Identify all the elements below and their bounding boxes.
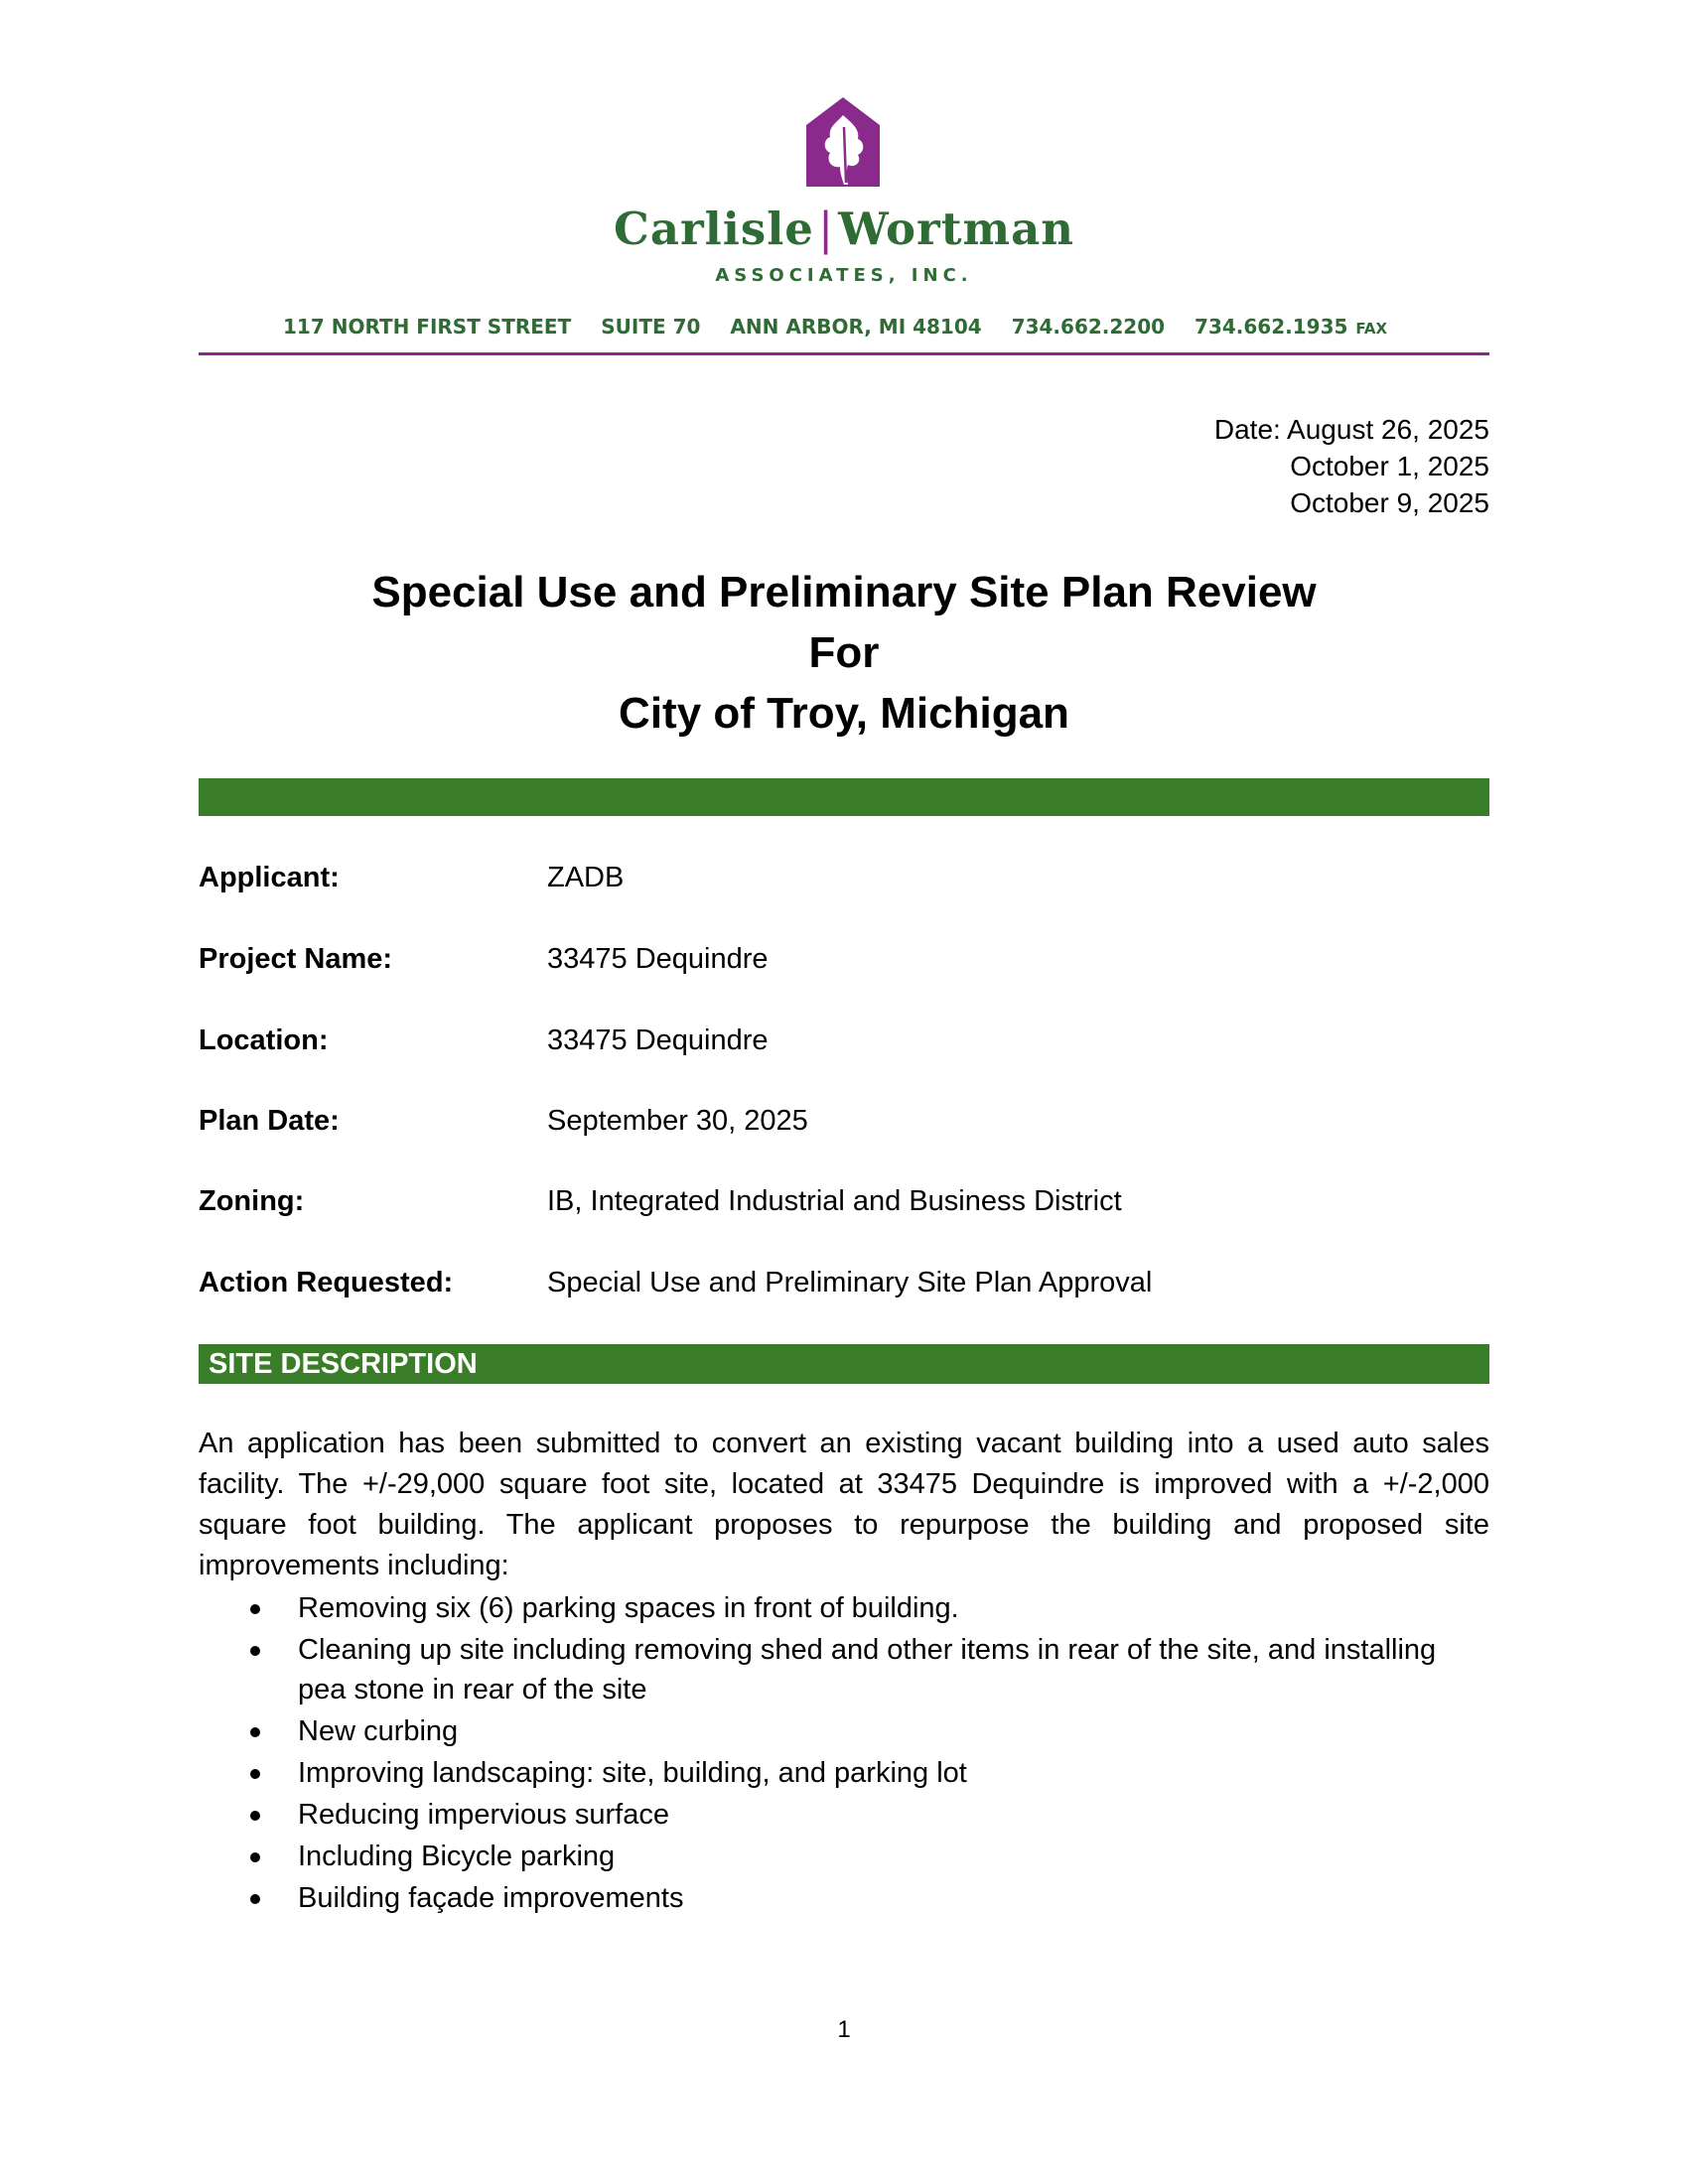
- bullet-icon: [250, 1894, 260, 1904]
- title-divider-bar: [199, 778, 1489, 816]
- list-item: [199, 1837, 1489, 1876]
- address-phone: 734.662.2200: [1011, 315, 1166, 339]
- bullet-icon: [250, 1852, 260, 1862]
- info-value: ZADB: [547, 862, 625, 893]
- info-value: September 30, 2025: [547, 1105, 808, 1137]
- site-description-paragraph: An application has been submitted to convert an existing vacant building into a used auto sales facility. The +/-29,000 square foot site, located at 33475 Dequindre is improved with a +/-2,000 square foot building. The applicant proposes to repurpose the building and proposed site improvements including:: [199, 1428, 1489, 1581]
- document-page: [199, 0, 1489, 2184]
- bullet-icon: [250, 1769, 260, 1779]
- bullet-icon: [250, 1811, 260, 1821]
- company-name-first: Carlisle: [614, 203, 814, 255]
- info-value: Special Use and Preliminary Site Plan Approval: [547, 1267, 1153, 1298]
- list-item: [199, 1588, 1489, 1628]
- date-line-1: Date: August 26, 2025: [1213, 414, 1489, 445]
- section-header-label: SITE DESCRIPTION: [209, 1348, 478, 1380]
- company-name: [199, 203, 1489, 256]
- company-subtitle: ASSOCIATES, INC.: [715, 265, 973, 286]
- list-item-text: Building façade improvements: [298, 1882, 684, 1914]
- info-label: Location:: [199, 1024, 329, 1056]
- letterhead-divider: [199, 352, 1489, 355]
- info-label: Applicant:: [199, 862, 340, 893]
- info-label: Project Name:: [199, 943, 393, 975]
- page-number: 1: [837, 2016, 851, 2043]
- date-line-2: October 1, 2025: [1290, 451, 1489, 481]
- info-value: 33475 Dequindre: [547, 1024, 769, 1056]
- address-city: ANN ARBOR, MI 48104: [730, 315, 982, 339]
- oak-leaf-house-icon: [806, 97, 880, 187]
- info-label: Zoning:: [199, 1185, 305, 1217]
- title-line-3: City of Troy, Michigan: [619, 689, 1069, 738]
- list-item: [199, 1795, 1489, 1835]
- document-title: [199, 562, 1489, 744]
- section-header-site-description: [199, 1344, 1489, 1384]
- review-dates: [1214, 411, 1489, 521]
- title-line-1: Special Use and Preliminary Site Plan Review: [371, 568, 1317, 616]
- info-value: 33475 Dequindre: [547, 943, 769, 975]
- list-item-text: New curbing: [298, 1715, 459, 1747]
- bullet-icon: [250, 1646, 260, 1656]
- list-item-text: Removing six (6) parking spaces in front of building.: [298, 1592, 959, 1624]
- address-fax-label: FAX: [1355, 320, 1388, 338]
- info-label: Plan Date:: [199, 1105, 340, 1137]
- bullet-icon: [250, 1727, 260, 1737]
- list-item-text: Improving landscaping: site, building, and parking lot: [298, 1757, 967, 1789]
- list-item-text: Reducing impervious surface: [298, 1799, 669, 1831]
- address-street: 117 NORTH FIRST STREET: [283, 315, 572, 339]
- bullet-icon: [250, 1604, 260, 1614]
- info-label: Action Requested:: [199, 1267, 454, 1298]
- address-bar: [283, 314, 1387, 341]
- date-line-3: October 9, 2025: [1290, 487, 1489, 518]
- list-item-text: Including Bicycle parking: [298, 1841, 616, 1872]
- list-item: [199, 1711, 1489, 1751]
- improvements-list: [199, 1588, 1489, 1920]
- address-fax-number: 734.662.1935: [1195, 315, 1348, 339]
- company-name-divider: |: [817, 203, 835, 255]
- company-name-second: Wortman: [838, 203, 1074, 255]
- list-item: [199, 1630, 1489, 1709]
- address-suite: SUITE 70: [601, 315, 701, 339]
- list-item-text: Cleaning up site including removing shed and other items in rear of the site, and installing pea stone in rear of the site: [298, 1634, 1437, 1706]
- info-value: IB, Integrated Industrial and Business District: [547, 1185, 1122, 1217]
- title-line-2: For: [808, 628, 880, 677]
- list-item: [199, 1753, 1489, 1793]
- list-item: [199, 1878, 1489, 1918]
